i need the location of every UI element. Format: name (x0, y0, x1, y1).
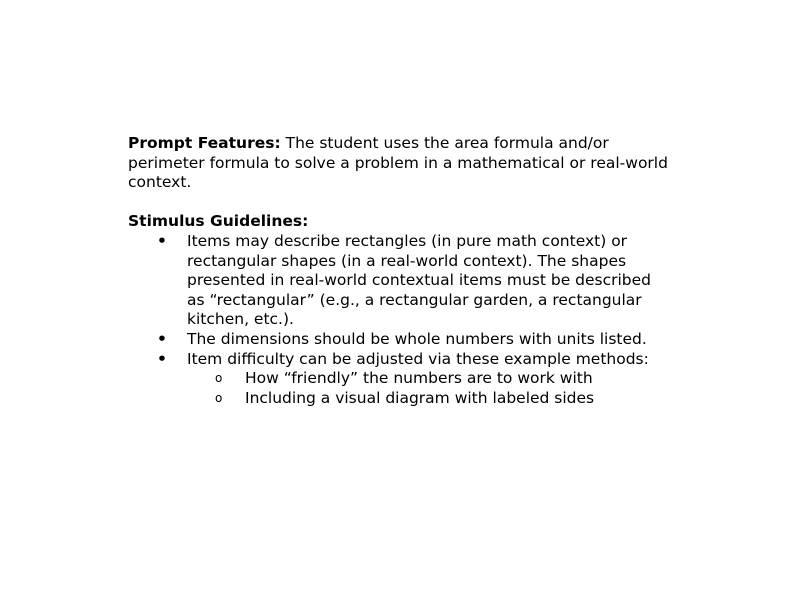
prompt-features-text: The student uses the area formula and/or perimeter formula to solve a problem in a mathematical or real-world context. (128, 134, 668, 192)
sub-list-item (187, 369, 673, 389)
guidelines-list (128, 232, 673, 408)
list-item-text: Item difficulty can be adjusted via these example methods: (187, 349, 649, 368)
list-item (128, 330, 673, 350)
sub-bullet-icon: o (215, 390, 223, 405)
document-page (128, 134, 673, 408)
sub-list-item-text: How “friendly” the numbers are to work with (245, 369, 593, 388)
list-item (128, 232, 673, 330)
paragraph-spacer (128, 193, 673, 213)
sub-bullet-icon: o (215, 371, 223, 386)
sub-list (187, 369, 673, 408)
prompt-features-paragraph (128, 134, 673, 193)
bullet-icon: • (157, 329, 167, 348)
list-item-text: Items may describe rectangles (in pure math context) or rectangular shapes (in a real-world context). The shapes presented in real-world contextual items must be described as “rectangular” (e.g., a rectangular garden, a rectangular kitchen, etc.). (187, 231, 652, 329)
stimulus-guidelines-heading: Stimulus Guidelines: (128, 212, 309, 231)
list-item (128, 350, 673, 409)
sub-list-item-text: Including a visual diagram with labeled sides (245, 388, 595, 407)
bullet-icon: • (157, 231, 167, 250)
bullet-icon: • (157, 349, 167, 368)
list-item-text: The dimensions should be whole numbers with units listed. (187, 329, 647, 348)
sub-list-item (187, 389, 673, 409)
prompt-features-label: Prompt Features: (128, 134, 281, 152)
